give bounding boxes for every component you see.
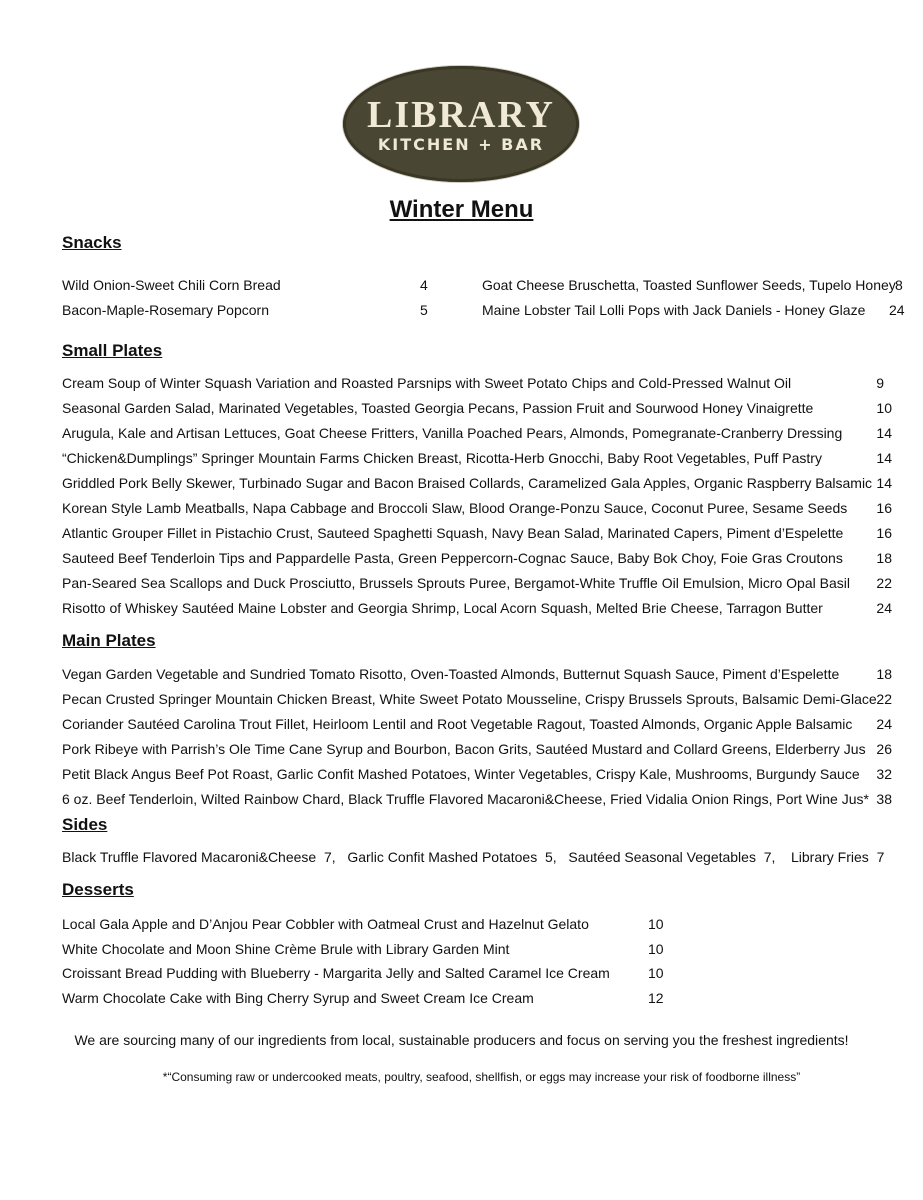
menu-item-name: Pork Ribeye with Parrish’s Ole Time Cane Syrup and Bourbon, Bacon Grits, Sautéed Mustard and Collard Greens, Elderberry Jus [62,741,866,757]
menu-item-name: Cream Soup of Winter Squash Variation and Roasted Parsnips with Sweet Potato Chips and Cold-Pressed Walnut Oil [62,375,792,391]
menu-item-price: 18 [876,550,892,566]
menu-row [62,715,892,733]
side-item-name: Library Fries [791,849,869,865]
section-heading-main-plates: Main Plates [62,631,156,650]
menu-item-price: 24 [889,302,905,318]
menu-item-name: “Chicken&Dumplings” Springer Mountain Farms Chicken Breast, Ricotta-Herb Gnocchi, Baby Root Vegetables, Puff Pastry [62,450,822,466]
menu-item-name: Pan-Seared Sea Scallops and Duck Prosciutto, Brussels Sprouts Puree, Bergamot-White Truffle Oil Emulsion, Micro Opal Basil [62,575,850,591]
logo-line1: LIBRARY [367,94,555,136]
food-safety-disclaimer: *“Consuming raw or undercooked meats, poultry, seafood, shellfish, or eggs may increase your risk of foodborne illness” [162,1070,801,1084]
menu-item-price: 10 [876,400,892,416]
logo-line2: KITCHEN + BAR [377,135,545,154]
menu-row [62,499,892,517]
menu-item-price: 18 [876,666,892,682]
menu-item-price: 26 [876,741,892,757]
menu-row [62,449,892,467]
side-item-price: 5, [545,849,557,865]
menu-item-price: 4 [420,277,428,293]
menu-row [62,524,892,542]
menu-item-name: Warm Chocolate Cake with Bing Cherry Syrup and Sweet Cream Ice Cream [62,990,534,1006]
side-item-price: 7 [876,849,885,865]
side-item-name: Garlic Confit Mashed Potatoes [347,849,538,865]
menu-item-price: 22 [876,691,892,707]
menu-item-name: Croissant Bread Pudding with Blueberry - Margarita Jelly and Salted Caramel Ice Cream [62,965,610,981]
menu-row [62,474,892,492]
menu-row [62,665,892,683]
menu-row [62,549,892,567]
section-heading-sides: Sides [62,815,108,834]
menu-item-price: 16 [876,500,892,516]
section-heading-snacks: Snacks [62,233,122,252]
menu-title: Winter Menu [389,196,534,223]
menu-row [62,765,892,783]
menu-item-name: Maine Lobster Tail Lolli Pops with Jack Daniels - Honey Glaze [482,302,866,318]
menu-item-price: 24 [876,716,892,732]
menu-item-price: 32 [876,766,892,782]
menu-item-name: Seasonal Garden Salad, Marinated Vegetables, Toasted Georgia Pecans, Passion Fruit and Sourwood Honey Vinaigrette [62,400,814,416]
menu-item-price: 24 [876,600,892,616]
menu-item-price: 14 [876,450,892,466]
side-item-price: 7, [763,849,776,865]
menu-row [62,690,892,708]
menu-item-price: 10 [648,916,664,932]
menu-item-name: Pecan Crusted Springer Mountain Chicken Breast, White Sweet Potato Mousseline, Crispy Brussels Sprouts, Balsamic Demi-Glace [62,691,877,707]
menu-item-price: 14 [876,475,892,491]
menu-row [62,374,892,392]
menu-item-name: Korean Style Lamb Meatballs, Napa Cabbage and Broccoli Slaw, Blood Orange-Ponzu Sauce, Coconut Puree, Sesame Seeds [62,500,848,516]
menu-item-name: Griddled Pork Belly Skewer, Turbinado Sugar and Bacon Braised Collards, Caramelized Gala Apples, Organic Raspberry Balsamic [62,475,873,491]
menu-item-name: Local Gala Apple and D’Anjou Pear Cobbler with Oatmeal Crust and Hazelnut Gelato [62,916,589,932]
menu-row [62,574,892,592]
menu-row [62,399,892,417]
sourcing-note: We are sourcing many of our ingredients from local, sustainable producers and focus on serving you the freshest ingredients! [74,1032,849,1048]
menu-item-name: White Chocolate and Moon Shine Crème Brule with Library Garden Mint [62,941,510,957]
restaurant-logo [343,66,579,182]
menu-item-name: Vegan Garden Vegetable and Sundried Tomato Risotto, Oven-Toasted Almonds, Butternut Squash Sauce, Piment d’Espelette [62,666,840,682]
menu-item-name: 6 oz. Beef Tenderloin, Wilted Rainbow Chard, Black Truffle Flavored Macaroni&Cheese, Fried Vidalia Onion Rings, Port Wine Jus* [62,791,869,807]
side-item-name: Sautéed Seasonal Vegetables [568,849,756,865]
menu-item-price: 12 [648,990,664,1006]
menu-item-name: Atlantic Grouper Fillet in Pistachio Crust, Sauteed Spaghetti Squash, Navy Bean Salad, Marinated Capers, Piment d’Espelette [62,525,844,541]
menu-item-price: 5 [420,302,428,318]
sides-line [62,849,884,865]
menu-row [62,599,892,617]
menu-item-price: 22 [876,575,892,591]
menu-item-name: Arugula, Kale and Artisan Lettuces, Goat Cheese Fritters, Vanilla Poached Pears, Almonds, Pomegranate-Cranberry Dressing [62,425,843,441]
menu-item-price: 14 [876,425,892,441]
menu-item-name: Risotto of Whiskey Sautéed Maine Lobster and Georgia Shrimp, Local Acorn Squash, Melted Brie Cheese, Tarragon Butter [62,600,823,616]
menu-item-name: Coriander Sautéed Carolina Trout Fillet, Heirloom Lentil and Root Vegetable Ragout, Toasted Almonds, Organic Apple Balsamic [62,716,853,732]
menu-item-name: Wild Onion-Sweet Chili Corn Bread [62,277,281,293]
side-item-name: Black Truffle Flavored Macaroni&Cheese [62,849,317,865]
menu-item-name: Goat Cheese Bruschetta, Toasted Sunflower Seeds, Tupelo Honey [482,277,896,293]
side-item-price: 7, [323,849,336,865]
menu-item-name: Petit Black Angus Beef Pot Roast, Garlic Confit Mashed Potatoes, Winter Vegetables, Crispy Kale, Mushrooms, Burgundy Sauce [62,766,860,782]
section-heading-small-plates: Small Plates [62,341,163,360]
menu-item-price: 10 [648,941,664,957]
menu-row [62,424,892,442]
menu-item-price: 9 [876,375,884,391]
menu-item-price: 38 [876,791,892,807]
menu-row [62,740,892,758]
section-heading-desserts: Desserts [62,880,134,899]
menu-item-name: Sauteed Beef Tenderloin Tips and Pappardelle Pasta, Green Peppercorn-Cognac Sauce, Baby Bok Choy, Foie Gras Croutons [62,550,843,566]
menu-item-name: Bacon-Maple-Rosemary Popcorn [62,302,269,318]
menu-row [62,790,892,808]
menu-item-price: 16 [876,525,892,541]
menu-item-price: 8 [895,277,903,293]
menu-item-price: 10 [648,965,664,981]
